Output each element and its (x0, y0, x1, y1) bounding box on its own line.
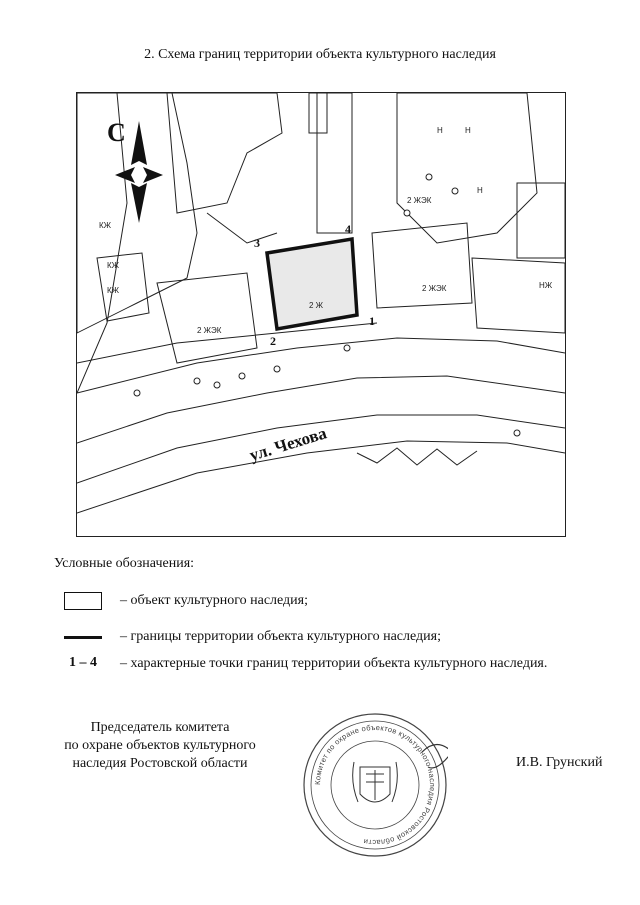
north-label: С (107, 118, 126, 147)
signer-position-line: наследия Ростовской области (72, 756, 248, 771)
building-label: Н (477, 186, 483, 195)
building-label: Н (465, 126, 471, 135)
building-label: КЖ (99, 221, 112, 230)
corner-point-2: 2 (270, 334, 276, 348)
signer-position-line: Председатель комитета (90, 720, 230, 735)
seal-text: Комитет по охране объектов культурного наследия Ростовской области (312, 722, 438, 848)
corner-point-4: 4 (345, 222, 351, 236)
coat-of-arms-icon (353, 762, 398, 802)
legend-heading: Условные обозначения: (54, 556, 195, 571)
building-label: КЖ (107, 286, 120, 295)
building-label: Н (437, 126, 443, 135)
legend-points-symbol: 1 – 4 (69, 655, 97, 670)
document-title: 2. Схема границ территории объекта культурного наследия (144, 47, 496, 62)
legend-item-text: – границы территории объекта культурного наследия; (120, 629, 441, 644)
corner-point-1: 1 (369, 314, 375, 328)
building-label: КЖ (107, 261, 120, 270)
signer-name: И.В. Грунский (516, 755, 603, 770)
corner-point-3: 3 (254, 236, 260, 250)
signer-position-line: по охране объектов культурного (64, 738, 256, 753)
building-label: 2 ЖЭК (422, 284, 447, 293)
building-label: 2 ЖЭК (407, 196, 432, 205)
street-label: ул. Чехова (247, 423, 329, 465)
site-plan-map (76, 92, 566, 537)
legend-box-symbol (64, 592, 102, 610)
heritage-site (267, 239, 357, 329)
north-arrow-icon (107, 118, 163, 223)
legend-item-text: – характерные точки границ территории объекта культурного наследия. (120, 656, 548, 671)
site-label: 2 Ж (309, 301, 324, 310)
official-seal (302, 712, 448, 858)
building-label: НЖ (539, 281, 553, 290)
legend-item-text: – объект культурного наследия; (120, 593, 308, 608)
signer-position (50, 719, 270, 773)
legend-line-symbol (64, 636, 102, 639)
building-label: 2 ЖЭК (197, 326, 222, 335)
